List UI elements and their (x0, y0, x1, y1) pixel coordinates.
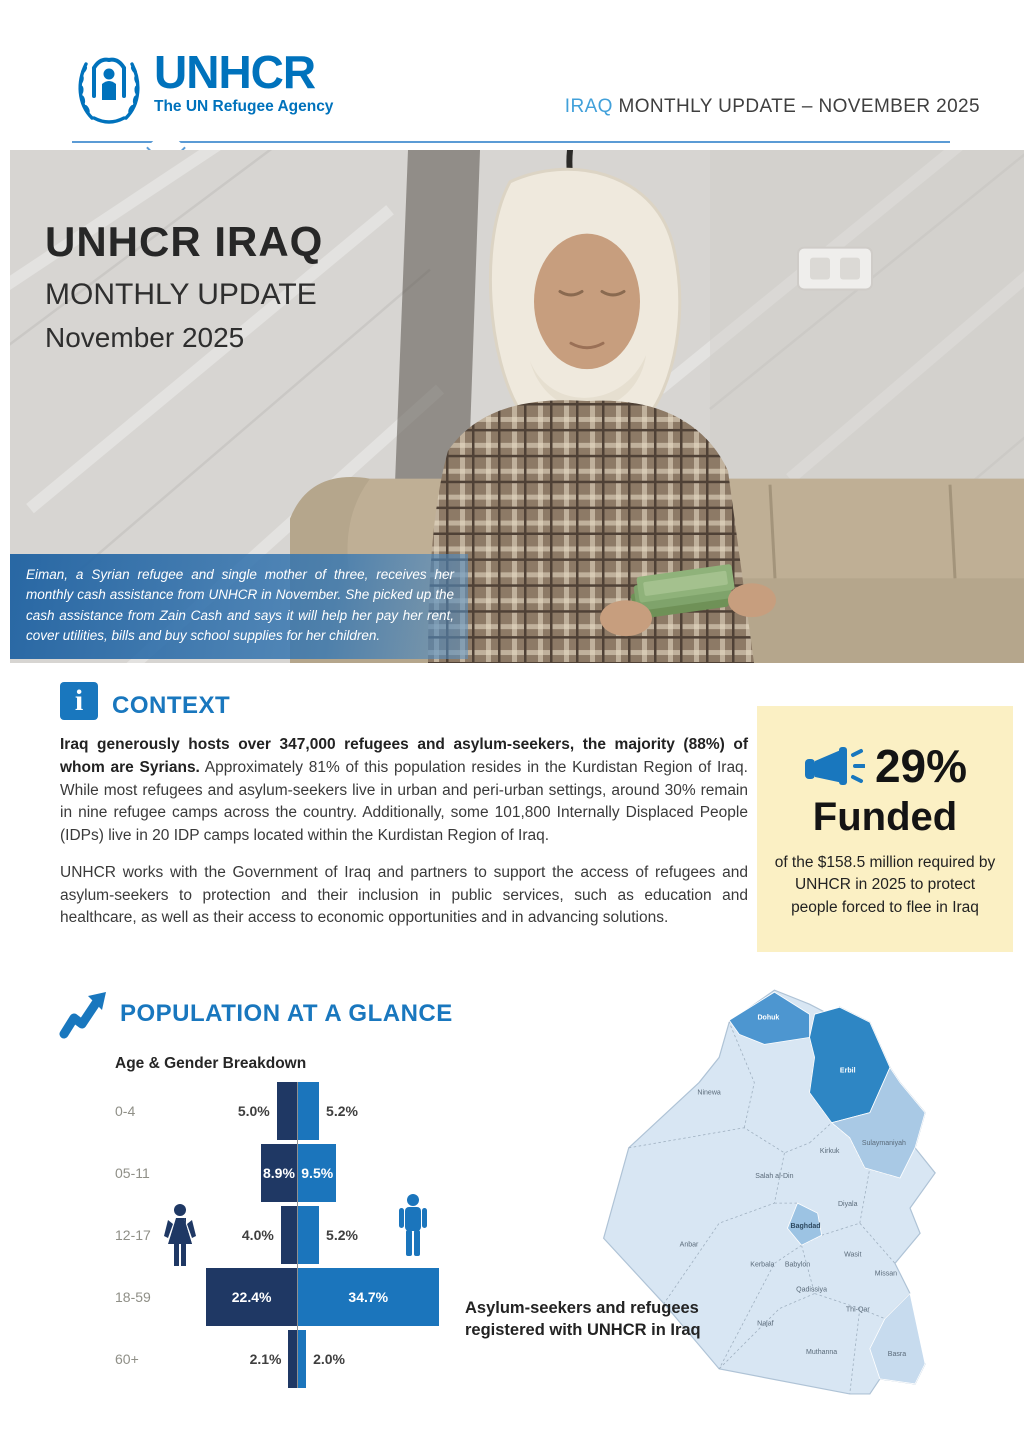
pyramid-value-female: 4.0% (241, 1227, 274, 1243)
map-label-ninewa: Ninewa (697, 1089, 721, 1097)
map-label-missan: Missan (874, 1270, 898, 1278)
pyramid-row-60+ (115, 1330, 450, 1388)
pyramid-value-female: 5.0% (237, 1103, 270, 1119)
map-label-diyala: Diyala (837, 1201, 858, 1209)
pyramid-age-label: 0-4 (115, 1103, 136, 1119)
age-gender-pyramid (115, 1082, 450, 1394)
header-title-rest: MONTHLY UPDATE – NOVEMBER 2025 (612, 96, 980, 117)
pyramid-row-18-59 (115, 1268, 450, 1326)
header-title-country: IRAQ (564, 96, 613, 117)
info-icon: i (60, 682, 98, 720)
pyramid-value-male: 5.2% (326, 1103, 358, 1119)
pyramid-bar-male (298, 1330, 306, 1388)
map-caption: Asylum-seekers and refugees registered with UNHCR in Iraq (465, 1299, 701, 1340)
map-label-wasit: Wasit (844, 1251, 862, 1259)
hero-title-line2: MONTHLY UPDATE (45, 278, 317, 311)
megaphone-icon (803, 743, 865, 789)
pyramid-bar-male (298, 1144, 336, 1202)
funding-description: of the $158.5 million required by UNHCR in 2025 to protect people forced to flee in Iraq (774, 853, 996, 916)
pyramid-row-0-4 (115, 1082, 450, 1140)
header-title (565, 96, 980, 118)
context-paragraph-1-rest: Approximately 81% of this population resides in the Kurdistan Region of Iraq. While most refugees and asylum-seekers live in urban and peri-urban settings, around 30% remain in nine refugee camps across the country. Additionally, some 101,800 Internally Displaced People (IDPs) live in 20 IDP camps located within the Kurdistan Region of Iraq. (60, 758, 748, 845)
pyramid-value-male: 5.2% (326, 1227, 358, 1243)
pyramid-age-label: 60+ (115, 1351, 139, 1367)
context-section (60, 682, 748, 930)
pyramid-value-male: 34.7% (348, 1289, 389, 1305)
map-label-muthanna: Muthanna (806, 1348, 838, 1356)
map-label-erbil: Erbil (839, 1067, 856, 1075)
pyramid-value-female: 8.9% (263, 1165, 295, 1181)
map-label-thiqar: Thi-Qar (845, 1306, 870, 1314)
unhcr-logotype (154, 48, 333, 116)
map-label-babylon: Babylon (784, 1261, 811, 1269)
hero-photo (10, 150, 1024, 663)
pyramid-bar-female (277, 1082, 297, 1140)
funding-label: Funded (812, 794, 958, 839)
photo-caption: Eiman, a Syrian refugee and single mother of three, receives her monthly cash assistance from UNHCR in November. She picked up the cash assistance from Zain Cash and says it will help her pay her rent, cover utilities, bills and buy school supplies for her children. (10, 554, 468, 659)
pyramid-age-label: 05-11 (115, 1165, 150, 1181)
header-divider (72, 141, 950, 143)
pyramid-bar-male (298, 1268, 439, 1326)
pyramid-bar-male (298, 1082, 319, 1140)
context-paragraph-1 (60, 734, 748, 848)
map-label-basra: Basra (887, 1350, 907, 1358)
context-paragraph-2: UNHCR works with the Government of Iraq and partners to support the access of refugees and asylum-seekers to protection and their inclusion in public services, such as education and healthcare, as well as their access to economic opportunities and in advancing solutions. (60, 863, 748, 927)
male-icon (396, 1194, 430, 1258)
trend-up-icon (58, 988, 110, 1040)
logo-brand-text: UNHCR (154, 46, 316, 98)
pyramid-bar-male (298, 1206, 319, 1264)
hero-title-line1: UNHCR IRAQ (45, 218, 324, 265)
map-label-anbar: Anbar (679, 1241, 699, 1249)
pyramid-value-male: 2.0% (313, 1351, 346, 1367)
pyramid-value-male: 9.5% (301, 1165, 334, 1181)
map-label-kirkuk: Kirkuk (819, 1147, 840, 1155)
map-label-qadissiya: Qadissiya (796, 1286, 827, 1294)
context-paragraph-1-lead: Iraq generously hosts over 347,000 refugees and asylum-seekers, the majority (88%) of whom are Syrians. (60, 736, 748, 776)
pyramid-value-female: 2.1% (249, 1351, 282, 1367)
map-label-salahaldin: Salah al-Din (755, 1172, 794, 1180)
pyramid-bar-female (288, 1330, 297, 1388)
hero-title (45, 218, 323, 354)
logo-tagline: The UN Refugee Agency (154, 98, 334, 115)
map-label-kerbala: Kerbala (750, 1261, 775, 1269)
pyramid-age-label: 18-59 (115, 1289, 151, 1305)
funding-box (757, 706, 1013, 952)
pyramid-value-female: 22.4% (231, 1289, 272, 1305)
map-label-dohuk: Dohuk (757, 1014, 780, 1022)
hero-title-line3: November 2025 (45, 322, 245, 353)
funding-percent: 29% (874, 739, 968, 792)
female-icon (163, 1204, 197, 1270)
population-heading: POPULATION AT A GLANCE (120, 1000, 453, 1027)
map-label-sulaymaniyah: Sulaymaniyah (861, 1139, 906, 1147)
pyramid-bar-female (261, 1144, 297, 1202)
population-section-heading (58, 988, 453, 1040)
pyramid-bar-female (281, 1206, 297, 1264)
map-label-baghdad: Baghdad (790, 1223, 821, 1231)
header (72, 48, 980, 136)
map-label-najaf: Najaf (757, 1320, 774, 1328)
context-heading: CONTEXT (112, 692, 231, 719)
unhcr-logo (72, 48, 333, 128)
unhcr-emblem-icon (72, 48, 146, 128)
pyramid-age-label: 12-17 (115, 1227, 151, 1243)
chart-title: Age & Gender Breakdown (115, 1055, 307, 1072)
pyramid-bar-female (206, 1268, 297, 1326)
